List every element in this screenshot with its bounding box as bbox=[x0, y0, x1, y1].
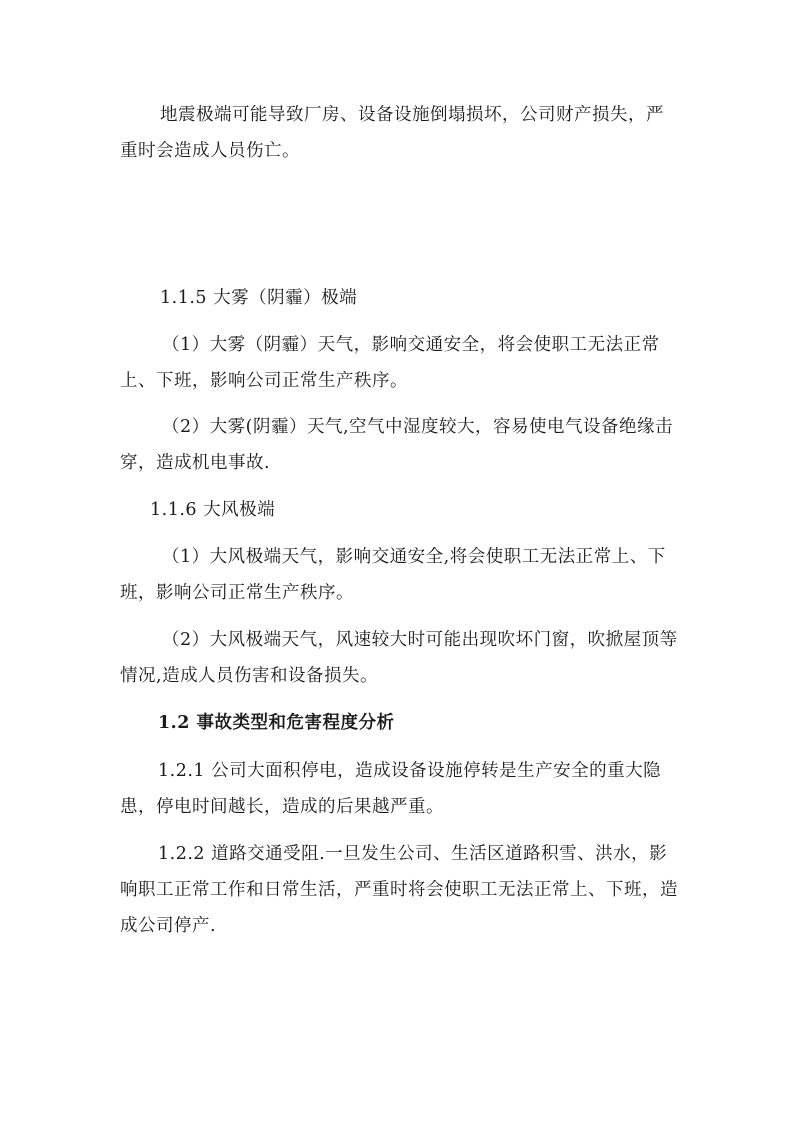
paragraph-wind-1: （1）大风极端天气，影响交通安全,将会使职工无法正常上、下班，影响公司正常生产秩序。 bbox=[120, 547, 666, 603]
paragraph-fog-2: （2）大雾(阴霾）天气,空气中湿度较大，容易使电气设备绝缘击穿，造成机电事故. bbox=[120, 417, 674, 473]
section-heading-wind: 1.1.6 大风极端 bbox=[150, 500, 276, 520]
paragraph-earthquake: 地震极端可能导致厂房、设备设施倒塌损坏，公司财产损失，严重时会造成人员伤亡。 bbox=[120, 105, 664, 161]
paragraph-fog-1: （1）大雾（阴霾）天气，影响交通安全，将会使职工无法正常上、下班，影响公司正常生产秩序。 bbox=[120, 335, 660, 391]
paragraph-wind-2: （2）大风极端天气，风速较大时可能出现吹坏门窗，吹掀屋顶等情况,造成人员伤害和设备损失。 bbox=[120, 630, 678, 686]
section-heading-accident-analysis: 1.2 事故类型和危害程度分析 bbox=[158, 713, 395, 733]
paragraph-traffic-blocked: 1.2.2 道路交通受阻.一旦发生公司、生活区道路积雪、洪水，影响职工正常工作和日常生活，严重时将会使职工无法正常上、下班，造成公司停产. bbox=[120, 844, 678, 936]
section-heading-fog: 1.1.5 大雾（阴霾）极端 bbox=[160, 288, 358, 308]
paragraph-power-outage: 1.2.1 公司大面积停电，造成设备设施停转是生产安全的重大隐患，停电时间越长，造成的后果越严重。 bbox=[120, 761, 662, 817]
